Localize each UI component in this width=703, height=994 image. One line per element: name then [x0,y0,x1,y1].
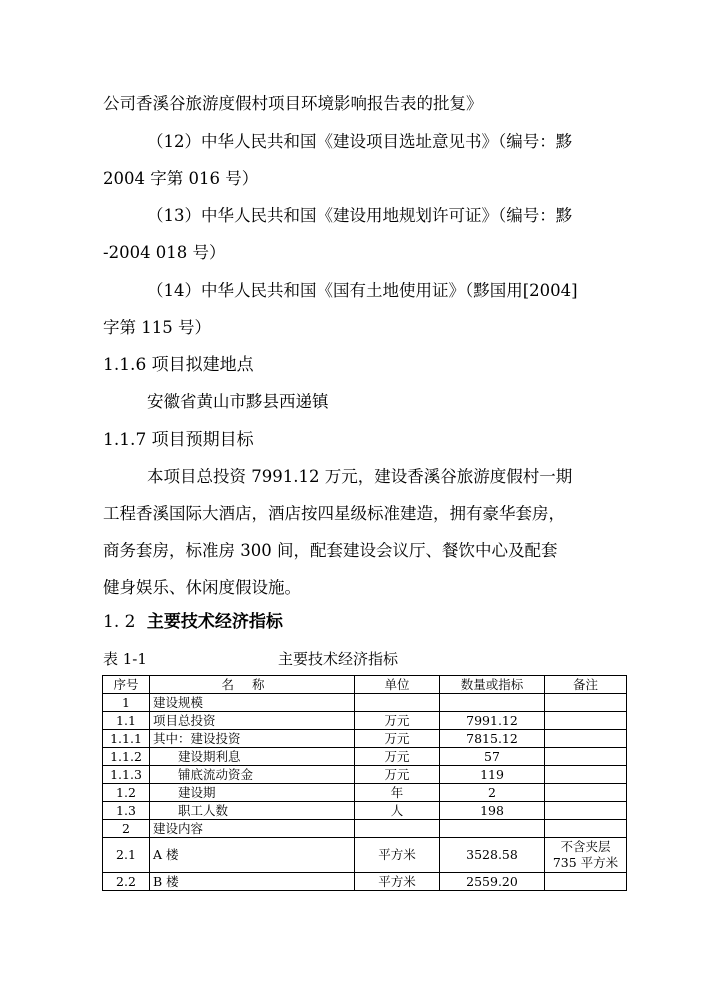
table-cell: A 楼 [150,838,355,873]
table-row [103,784,627,802]
table-cell: 人 [355,802,440,820]
table-cell [440,694,545,712]
table-cell: 2 [440,784,545,802]
paragraph-line: （14）中华人民共和国《国有土地使用证》（黟国用[2004] [147,281,578,300]
table-row [103,712,627,730]
table-row [103,730,627,748]
table-cell [545,694,627,712]
table-cell: 1.1 [103,712,150,730]
table-cell: 铺底流动资金 [150,766,355,784]
table-label: 表 1-1 [103,650,147,668]
table-cell: 7815.12 [440,730,545,748]
table-cell: 其中：建设投资 [150,730,355,748]
table-cell [355,820,440,838]
table-cell [545,730,627,748]
subsection-heading: 1.1.6 项目拟建地点 [103,355,254,375]
table-cell: 建设规模 [150,694,355,712]
table-row [103,820,627,838]
table-cell: 项目总投资 [150,712,355,730]
table-cell: 建设内容 [150,820,355,838]
paragraph-line: （12）中华人民共和国《建设项目选址意见书》（编号：黟 [147,132,573,151]
table-header-row [103,676,627,694]
table-cell: 1.2 [103,784,150,802]
table-cell [545,712,627,730]
table-cell [545,873,627,891]
paragraph-line: 商务套房，标准房 300 间，配套建设会议厅、餐饮中心及配套 [103,541,558,560]
table-cell: 1.1.1 [103,730,150,748]
table-cell: 198 [440,802,545,820]
header-cell: 名称 [150,676,355,694]
table-cell: 万元 [355,766,440,784]
table-cell: 57 [440,748,545,766]
table-cell: B 楼 [150,873,355,891]
table-cell: 119 [440,766,545,784]
paragraph-line: 本项目总投资 7991.12 万元，建设香溪谷旅游度假村一期 [147,467,573,486]
table-title: 主要技术经济指标 [278,650,399,668]
table-cell: 2.1 [103,838,150,873]
subsection-heading: 1.1.7 项目预期目标 [103,430,254,450]
section-title: 主要技术经济指标 [146,612,283,632]
table-cell [545,748,627,766]
paragraph-line: 公司香溪谷旅游度假村项目环境影响报告表的批复》 [103,94,483,113]
paragraph-line: -2004 018 号） [103,243,226,262]
table-cell: 2 [103,820,150,838]
paragraph-line: 安徽省黄山市黟县西递镇 [147,392,329,411]
table-cell: 平方米 [355,873,440,891]
table-row [103,694,627,712]
table-cell: 7991.12 [440,712,545,730]
table-cell: 2559.20 [440,873,545,891]
table-cell: 2.2 [103,873,150,891]
table-cell: 平方米 [355,838,440,873]
paragraph-line: 2004 字第 016 号） [103,169,259,188]
header-cell: 单位 [355,676,440,694]
paragraph-line: 字第 115 号） [103,318,211,337]
section-number: 1. 2 [103,612,136,632]
table-cell [440,820,545,838]
table-row [103,748,627,766]
table-row [103,838,627,873]
table-cell: 万元 [355,712,440,730]
table-row [103,766,627,784]
table-row [103,873,627,891]
table-cell: 万元 [355,730,440,748]
table-cell: 1.3 [103,802,150,820]
indicator-table [102,675,627,891]
paragraph-line: （13）中华人民共和国《建设用地规划许可证》（编号：黟 [147,206,573,225]
header-cell: 备注 [545,676,627,694]
table-cell: 1.1.2 [103,748,150,766]
table-cell: 职工人数 [150,802,355,820]
table-cell: 建设期利息 [150,748,355,766]
paragraph-line: 工程香溪国际大酒店，酒店按四星级标准建造，拥有豪华套房， [103,504,565,523]
table-cell [545,784,627,802]
table-cell: 3528.58 [440,838,545,873]
header-cell: 序号 [103,676,150,694]
table-cell [545,802,627,820]
table-cell [545,766,627,784]
table-row [103,802,627,820]
table-cell: 建设期 [150,784,355,802]
section-heading [103,612,283,632]
note-line: 不含夹层 [560,839,611,854]
table-cell-note [545,838,627,873]
paragraph-line: 健身娱乐、休闲度假设施。 [103,578,301,597]
table-cell [355,694,440,712]
table-cell: 1 [103,694,150,712]
note-line: 735 平方米 [552,855,619,870]
table-cell: 1.1.3 [103,766,150,784]
table-cell: 万元 [355,748,440,766]
table-cell [545,820,627,838]
table-cell: 年 [355,784,440,802]
header-cell: 数量或指标 [440,676,545,694]
